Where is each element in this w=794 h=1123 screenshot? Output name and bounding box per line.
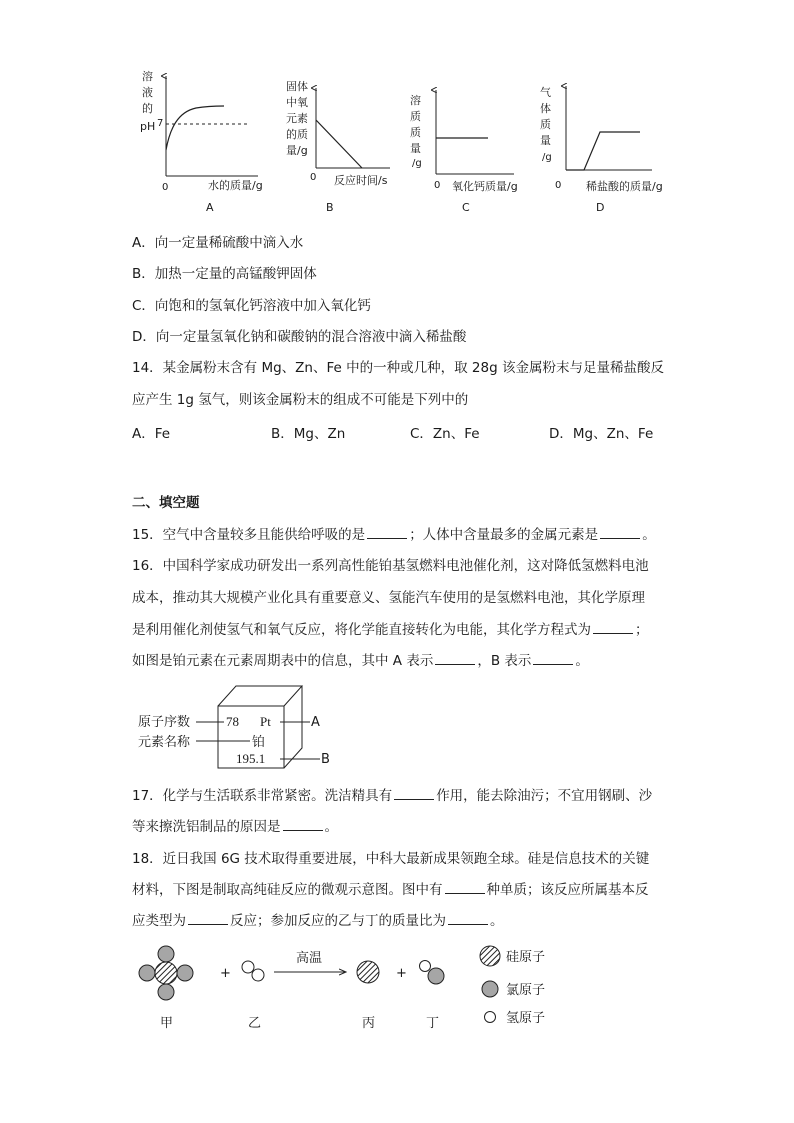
graph-b-ylabel-1: 固体	[286, 80, 308, 93]
q18-blank-3[interactable]	[448, 912, 488, 925]
q16-line-2: 成本，推动其大规模产业化具有重要意义、氢能汽车使用的是氢燃料电池，其化学原理	[132, 590, 645, 606]
graph-d-ylabel-1: 气	[540, 86, 551, 99]
q15-text-1: 15．空气中含量较多且能供给呼吸的是	[132, 527, 366, 543]
q16-line-1: 16．中国科学家成功研发出一系列高性能铂基氢燃料电池催化剂，这对降低氢燃料电池	[132, 558, 649, 574]
section-title: 二、填空题	[132, 495, 200, 511]
legend-si-icon	[480, 946, 500, 966]
cl-atom	[158, 984, 174, 1000]
q17-line-1	[132, 787, 652, 805]
label-atomic-number: 原子序数	[138, 715, 191, 730]
q16-text-4b: ，B 表示	[477, 653, 532, 669]
label-bing: 丙	[362, 1016, 376, 1031]
q18-text-2a: 材料，下图是制取高纯硅反应的微观示意图。图中有	[132, 882, 443, 898]
graph-d-origin: 0	[555, 180, 562, 191]
h-atom	[420, 961, 431, 972]
q18-line-1: 18．近日我国 6G 技术取得重要进展，中科大最新成果领跑全球。硅是信息技术的关键	[132, 851, 650, 867]
reaction-diagram	[120, 936, 580, 1036]
q18-text-2b: 种单质；该反应所属基本反	[486, 882, 649, 898]
q15-text-3: 。	[642, 527, 656, 543]
q14-line-1: 14．某金属粉末含有 Mg、Zn、Fe 中的一种或几种，取 28g 该金属粉末与足量稀盐酸反	[132, 360, 664, 376]
q17-blank-2[interactable]	[283, 818, 323, 831]
atomic-number: 78	[226, 714, 239, 729]
graph-c-ylabel-2: 质	[410, 110, 421, 123]
graphs-figure	[0, 0, 794, 220]
graph-c-ylabel-4: 量	[410, 142, 421, 155]
q18-blank-2[interactable]	[188, 912, 228, 925]
graph-a-ylabel-3: 的	[142, 102, 153, 115]
graph-b-letter: B	[326, 201, 334, 214]
q17-text-2a: 等来擦洗铝制品的原因是	[132, 819, 281, 835]
graph-b-line	[316, 120, 362, 168]
label-element-name: 元素名称	[138, 735, 191, 750]
q18-text-3a: 应类型为	[132, 913, 186, 929]
q17-line-2	[132, 818, 338, 836]
q16-text-3b: ；	[635, 622, 649, 638]
element-symbol: Pt	[260, 714, 271, 729]
graph-a-letter: A	[206, 201, 214, 214]
graph-d-ylabel-2: 体	[540, 102, 551, 115]
cl-atom	[139, 965, 155, 981]
legend-h-label: 氢原子	[506, 1011, 546, 1026]
q17-text-2b: 。	[324, 819, 338, 835]
si-atom	[155, 962, 177, 984]
q14-option-c: C．Zn、Fe	[410, 426, 480, 442]
molecule-jia	[139, 946, 193, 1000]
graph-d-letter: D	[596, 201, 605, 214]
pointer-b-label: B	[321, 752, 330, 767]
cl-atom	[177, 965, 193, 981]
q16-line-3	[132, 621, 649, 639]
graph-c-ylabel-3: 质	[410, 126, 421, 139]
graph-c-xlabel: 氧化钙质量/g	[452, 180, 518, 193]
label-yi: 乙	[248, 1016, 262, 1031]
q15-line	[132, 526, 656, 544]
q17-text-1b: 作用，能去除油污；不宜用钢刷、沙	[436, 788, 653, 804]
q16-text-4c: 。	[575, 653, 589, 669]
q16-text-3a: 是利用催化剂使氢气和氧气反应，将化学能直接转化为电能，其化学方程式为	[132, 622, 591, 638]
graph-d-ylabel-3: 质	[540, 118, 551, 131]
graph-b-ylabel-2: 中氧	[286, 96, 308, 109]
cl-atom	[158, 946, 174, 962]
graph-b	[286, 79, 390, 214]
element-name: 铂	[252, 735, 266, 750]
q15-blank-2[interactable]	[600, 526, 640, 539]
plus-sign-2: +	[396, 966, 407, 981]
graph-a	[140, 69, 263, 214]
q15-blank-1[interactable]	[367, 526, 407, 539]
q14-option-d: D．Mg、Zn、Fe	[549, 426, 654, 442]
molecule-bing	[357, 961, 379, 983]
q17-blank-1[interactable]	[394, 787, 434, 800]
graph-d-line	[566, 132, 640, 170]
graph-d-ylabel-5: /g	[542, 152, 552, 163]
element-box-figure	[130, 680, 360, 776]
legend-cl-icon	[482, 981, 498, 997]
graph-c	[410, 90, 518, 214]
graph-a-curve	[166, 106, 224, 150]
graph-b-ylabel-5: 量/g	[286, 144, 308, 157]
pointer-a-label: A	[311, 715, 320, 730]
graph-d-xlabel: 稀盐酸的质量/g	[586, 180, 663, 193]
h-atom	[242, 961, 254, 973]
cl-atom	[428, 968, 444, 984]
graph-a-ylabel-1: 溶	[142, 70, 153, 83]
molecule-ding	[420, 961, 445, 985]
reaction-condition: 高温	[296, 951, 323, 966]
graph-b-ylabel-4: 的质	[286, 128, 308, 141]
legend-h-icon	[485, 1012, 496, 1023]
molecule-yi	[242, 961, 264, 981]
q13-option-a: A．向一定量稀硫酸中滴入水	[132, 235, 304, 251]
graph-a-xlabel: 水的质量/g	[208, 179, 263, 192]
q16-blank-equation[interactable]	[593, 621, 633, 634]
element-box-top	[218, 686, 302, 706]
graph-a-tick-7: 7	[157, 118, 164, 129]
element-box-side	[284, 686, 302, 768]
q14-line-2: 应产生 1g 氢气，则该金属粉末的组成不可能是下列中的	[132, 392, 469, 408]
q18-blank-1[interactable]	[445, 881, 485, 894]
q16-line-4	[132, 652, 589, 670]
q18-text-3c: 。	[490, 913, 504, 929]
graph-b-xlabel: 反应时间/s	[334, 174, 388, 187]
graph-c-ylabel-5: /g	[412, 158, 422, 169]
graph-c-ylabel-1: 溶	[410, 94, 421, 107]
legend-cl-label: 氯原子	[506, 983, 546, 998]
graph-c-letter: C	[462, 201, 470, 214]
q16-text-4a: 如图是铂元素在元素周期表中的信息，其中 A 表示	[132, 653, 434, 669]
label-jia: 甲	[160, 1016, 174, 1031]
atomic-mass: 195.1	[236, 751, 266, 766]
graph-c-origin: 0	[434, 180, 441, 191]
q16-blank-a[interactable]	[435, 652, 475, 665]
graph-a-ylabel-ph: pH	[140, 120, 156, 133]
q17-text-1a: 17．化学与生活联系非常紧密。洗洁精具有	[132, 788, 393, 804]
graph-d-ylabel-4: 量	[540, 134, 551, 147]
plus-sign-1: +	[220, 966, 231, 981]
q13-option-c: C．向饱和的氢氧化钙溶液中加入氧化钙	[132, 298, 371, 314]
graph-b-origin: 0	[310, 172, 317, 183]
q14-option-b: B．Mg、Zn	[271, 426, 346, 442]
q18-text-3b: 反应；参加反应的乙与丁的质量比为	[230, 913, 446, 929]
q13-option-b: B．加热一定量的高锰酸钾固体	[132, 266, 317, 282]
q18-line-3	[132, 912, 504, 930]
label-ding: 丁	[426, 1016, 440, 1031]
legend-si-label: 硅原子	[506, 950, 546, 965]
h-atom	[252, 969, 264, 981]
graph-b-ylabel-3: 元素	[286, 112, 308, 125]
q14-option-a: A．Fe	[132, 426, 171, 442]
q18-line-2	[132, 881, 649, 899]
q13-option-d: D．向一定量氢氧化钠和碳酸钠的混合溶液中滴入稀盐酸	[132, 329, 467, 345]
graph-a-ylabel-2: 液	[142, 86, 153, 99]
graph-d	[540, 85, 663, 214]
q15-text-2: ；人体中含量最多的金属元素是	[409, 527, 599, 543]
graph-a-origin: 0	[162, 182, 169, 193]
q16-blank-b[interactable]	[533, 652, 573, 665]
